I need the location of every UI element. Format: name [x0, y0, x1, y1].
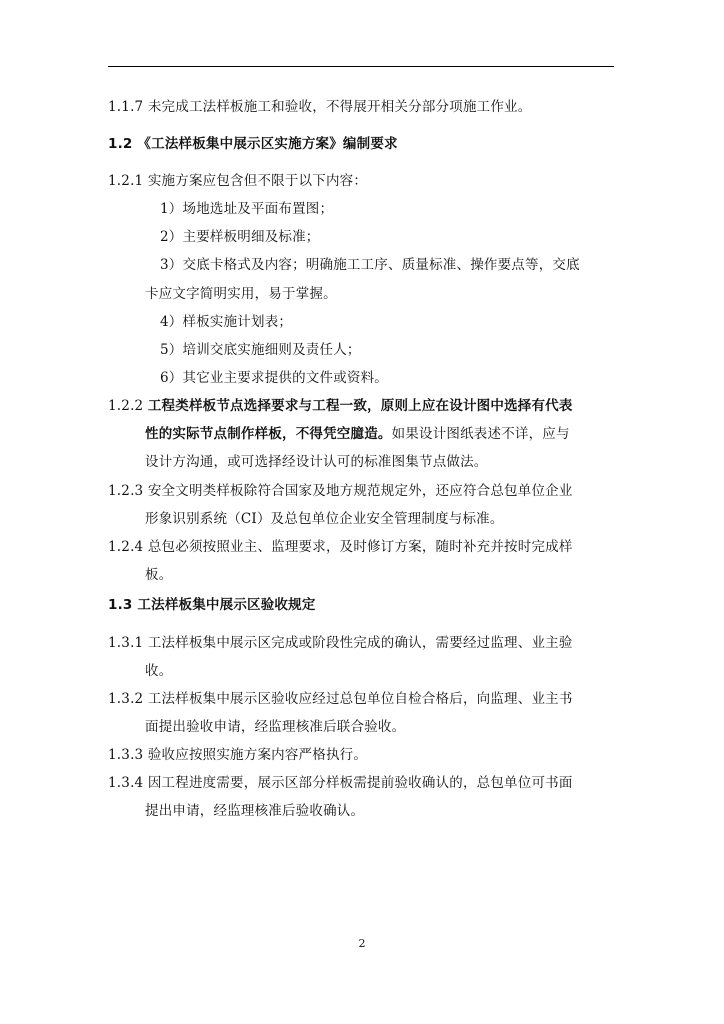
clause-bold-text: 性的实际节点制作样板，不得凭空臆造。 [145, 426, 392, 442]
list-item-5: 5）培训交底实施细则及责任人； [160, 342, 361, 358]
list-item-3: 3）交底卡格式及内容；明确施工工序、质量标准、操作要点等，交底 [160, 257, 580, 273]
clause-bold-text: 工程类样板节点选择要求与工程一致，原则上应在设计图中选择有代表 [147, 398, 573, 414]
clause-1-2-2-line-2 [145, 425, 570, 443]
list-item-2: 2）主要样板明细及标准； [160, 229, 320, 245]
clause-text: 如果设计图纸表述不详，应与 [391, 426, 570, 442]
clause-1-3-3: 1.3.3 验收应按照实施方案内容严格执行。 [108, 747, 368, 763]
clause-1-3-1: 1.3.1 工法样板集中展示区完成或阶段性完成的确认，需要经过监理、业主验 [108, 635, 573, 651]
section-heading-1-3: 1.3 工法样板集中展示区验收规定 [108, 597, 316, 613]
clause-1-3-4-line-2: 提出申请，经监理核准后验收确认。 [145, 803, 365, 819]
clause-1-2-4: 1.2.4 总包必须按照业主、监理要求，及时修订方案，随时补充并按时完成样 [108, 539, 573, 555]
list-item-4: 4）样板实施计划表； [160, 314, 293, 330]
clause-1-2-4-line-2: 板。 [145, 567, 173, 583]
section-heading-1-2: 1.2 《工法样板集中展示区实施方案》编制要求 [108, 136, 398, 152]
clause-1-3-4: 1.3.4 因工程进度需要，展示区部分样板需提前验收确认的，总包单位可书面 [108, 775, 573, 791]
clause-1-2-3-line-2: 形象识别系统（CI）及总包单位企业安全管理制度与标准。 [145, 511, 504, 527]
clause-1-1-7: 1.1.7 未完成工法样板施工和验收，不得展开相关分部分项施工作业。 [108, 99, 532, 115]
clause-1-3-1-line-2: 收。 [145, 663, 173, 679]
clause-1-2-1: 1.2.1 实施方案应包含但不限于以下内容： [108, 173, 368, 189]
clause-1-3-2: 1.3.2 工法样板集中展示区验收应经过总包单位自检合格后，向监理、业主书 [108, 691, 573, 707]
list-item-6: 6）其它业主要求提供的文件或资料。 [160, 370, 388, 386]
clause-number: 1.2.2 [108, 398, 144, 414]
clause-1-2-2-line-3: 设计方沟通，或可选择经设计认可的标准图集节点做法。 [145, 454, 488, 470]
clause-1-3-2-line-2: 面提出验收申请，经监理核准后联合验收。 [145, 719, 406, 735]
header-rule [108, 66, 614, 67]
clause-1-2-2 [108, 397, 573, 415]
page-number: 2 [358, 937, 366, 950]
list-item-3-continued: 卡应文字简明实用，易于掌握。 [145, 286, 337, 302]
list-item-1: 1）场地选址及平面布置图； [160, 201, 334, 217]
clause-1-2-3: 1.2.3 安全文明类样板除符合国家及地方规范规定外，还应符合总包单位企业 [108, 483, 573, 499]
